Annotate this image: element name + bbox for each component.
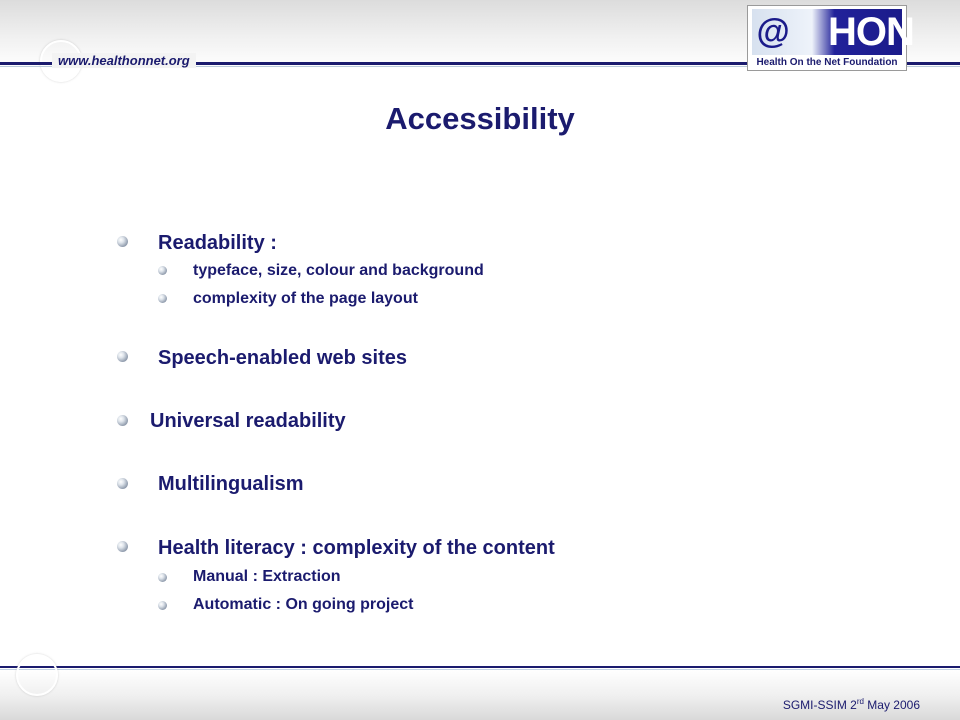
bullet-item-speech-enabled: Speech-enabled web sites (158, 347, 407, 369)
footer-credit (783, 697, 920, 712)
bullet-item-universal-readability: Universal readability (150, 410, 346, 432)
sphere-bullet-icon (158, 573, 167, 582)
sphere-bullet-icon (158, 294, 167, 303)
sphere-bullet-icon (158, 266, 167, 275)
footer-rule (0, 666, 960, 668)
hon-logo (747, 5, 914, 71)
logo-at-mark: @ (756, 13, 790, 51)
sphere-bullet-icon (117, 478, 128, 489)
bullet-item-health-literacy: Health literacy : complexity of the content (158, 537, 555, 559)
sphere-bullet-icon (117, 415, 128, 426)
circle-ring-icon (16, 654, 58, 696)
slide-title: Accessibility (385, 101, 575, 136)
bullet-item-multilingualism: Multilingualism (158, 473, 304, 495)
sphere-bullet-icon (117, 541, 128, 552)
sub-bullet-typeface: typeface, size, colour and background (193, 262, 484, 279)
sub-bullet-page-layout: complexity of the page layout (193, 290, 418, 307)
footer-superscript: rd (856, 697, 864, 706)
sub-bullet-automatic-project: Automatic : On going project (193, 596, 414, 613)
sub-bullet-manual-extraction: Manual : Extraction (193, 568, 341, 585)
footer-band (0, 670, 960, 720)
sphere-bullet-icon (117, 236, 128, 247)
logo-hon-text: HON (828, 10, 914, 54)
logo-banner (752, 9, 914, 55)
bullet-item-readability: Readability : (158, 232, 277, 254)
footer-prefix: SGMI-SSIM 2 (782, 698, 857, 712)
sphere-bullet-icon (158, 601, 167, 610)
footer-suffix: May 2006 (863, 698, 920, 712)
logo-subtitle: Health On the Net Foundation (752, 56, 902, 69)
sphere-bullet-icon (117, 351, 128, 362)
site-url[interactable]: www.healthonnet.org (52, 53, 196, 68)
